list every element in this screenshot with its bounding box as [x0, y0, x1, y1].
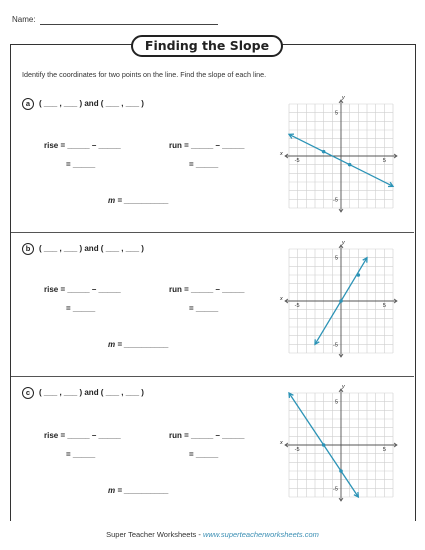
run-result[interactable]: = _____ — [189, 304, 219, 313]
instructions: Identify the coordinates for two points on the line. Find the slope of each line. — [22, 70, 267, 79]
tick-label: 5 — [382, 447, 386, 453]
name-field[interactable] — [40, 24, 218, 25]
coordinate-graph — [277, 237, 405, 365]
coords-text[interactable]: ( ___ , ___ ) and ( ___ , ___ ) — [39, 244, 144, 254]
coords-row — [22, 243, 144, 255]
tick-label: 5 — [382, 158, 386, 164]
problem-letter: b — [22, 243, 34, 255]
tick-label: -5 — [333, 342, 338, 349]
tick-label: 5 — [335, 110, 339, 117]
footer-link[interactable]: www.superteacherworksheets.com — [202, 530, 319, 539]
tick-label: -5 — [333, 197, 338, 204]
coordinate-graph — [277, 92, 405, 220]
y-axis-label: y — [342, 384, 345, 390]
problem-letter: a — [22, 98, 34, 110]
graph-point — [339, 299, 343, 303]
coords-text[interactable]: ( ___ , ___ ) and ( ___ , ___ ) — [39, 99, 144, 109]
run-result[interactable]: = _____ — [189, 450, 219, 459]
problem-a — [11, 88, 414, 228]
footer-brand: Super Teacher Worksheets — [106, 530, 197, 539]
problem-c — [11, 377, 414, 517]
coords-row — [22, 387, 144, 399]
problem-b — [11, 233, 414, 373]
footer — [0, 530, 425, 539]
run-result[interactable]: = _____ — [189, 160, 219, 169]
run-row[interactable]: run = _____ – _____ — [169, 431, 245, 440]
tick-label: -5 — [294, 303, 300, 309]
coords-text[interactable]: ( ___ , ___ ) and ( ___ , ___ ) — [39, 388, 144, 398]
rise-row[interactable]: rise = _____ – _____ — [44, 285, 121, 294]
x-axis-label: x — [280, 440, 283, 446]
graph-point — [357, 273, 361, 277]
rise-result[interactable]: = _____ — [66, 160, 96, 169]
rise-result[interactable]: = _____ — [66, 450, 96, 459]
problem-letter: c — [22, 387, 34, 399]
rise-row[interactable]: rise = _____ – _____ — [44, 431, 121, 440]
tick-label: 5 — [335, 399, 339, 406]
page-title: Finding the Slope — [131, 35, 283, 57]
slope-answer[interactable]: m = __________ — [108, 340, 169, 349]
graph-point — [322, 150, 326, 154]
graph-point — [322, 443, 326, 447]
graph-point — [348, 163, 352, 167]
tick-label: -5 — [294, 447, 300, 453]
x-axis-label: x — [280, 151, 283, 157]
tick-label: -5 — [294, 158, 300, 164]
tick-label: -5 — [333, 486, 338, 493]
tick-label: 5 — [335, 255, 339, 262]
rise-result[interactable]: = _____ — [66, 304, 96, 313]
rise-row[interactable]: rise = _____ – _____ — [44, 141, 121, 150]
run-row[interactable]: run = _____ – _____ — [169, 141, 245, 150]
run-row[interactable]: run = _____ – _____ — [169, 285, 245, 294]
graph-point — [339, 469, 343, 473]
x-axis-label: x — [280, 296, 283, 302]
footer-separator: - — [196, 530, 203, 539]
y-axis-label: y — [342, 95, 345, 101]
coords-row — [22, 98, 144, 110]
tick-label: 5 — [382, 303, 386, 309]
y-axis-label: y — [342, 240, 345, 246]
name-label: Name: — [12, 15, 36, 24]
slope-answer[interactable]: m = __________ — [108, 486, 169, 495]
slope-answer[interactable]: m = __________ — [108, 196, 169, 205]
coordinate-graph — [277, 381, 405, 509]
